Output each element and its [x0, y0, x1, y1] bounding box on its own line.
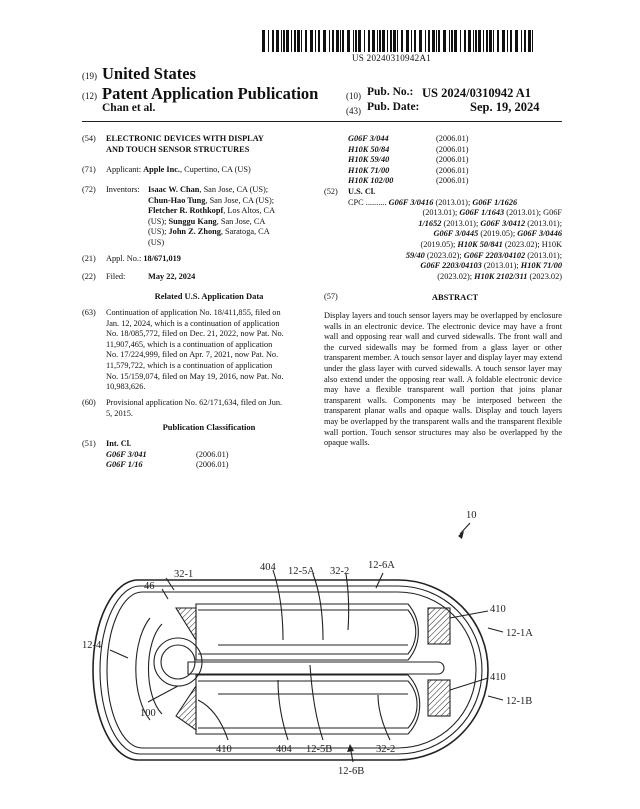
- tag-12: (12): [82, 91, 97, 101]
- intcl-continued: [348, 134, 562, 187]
- tag-57: (57): [324, 292, 338, 301]
- inventor-line-4: (US); Sunggu Kang, San Jose, CA: [148, 216, 266, 226]
- inventor-line-5: (US); John Z. Zhong, Saratoga, CA: [148, 227, 270, 237]
- barcode-bar: [315, 30, 316, 52]
- barcode-bar: [414, 30, 416, 52]
- leader-12-4: [110, 650, 128, 658]
- pub-no-label: Pub. No.:: [367, 86, 414, 98]
- barcode-bar: [272, 30, 274, 52]
- upper-panel-inner: [198, 610, 416, 654]
- cpc-line-5: (2019.05); H10K 50/841 (2023.02); H10K: [420, 239, 562, 249]
- cpc-line-2: (2013.01); G06F 1/1643 (2013.01); G06F: [422, 208, 562, 218]
- barcode-bar: [528, 30, 531, 52]
- lower-panel: [196, 675, 420, 734]
- pub-date: Sep. 19, 2024: [470, 100, 540, 114]
- leader-12-5B: [310, 665, 323, 740]
- barcode-bar: [468, 30, 471, 52]
- continuation-line-7: No. 15/159,074, filed on May 19, 2016, now Pat. No.: [106, 371, 284, 381]
- figure-drawing: [78, 490, 568, 805]
- barcode-bar: [524, 30, 526, 52]
- leader-12-1B: [488, 696, 503, 700]
- tag-43: (43): [346, 106, 361, 116]
- intcl-cont-item-4: H10K 71/00 (2006.01): [348, 165, 469, 175]
- barcode: [262, 30, 534, 52]
- left-hinge: [136, 618, 150, 720]
- continuation-line-1: Continuation of application No. 18/411,855, filed on: [106, 308, 281, 317]
- barcode-bar: [377, 30, 378, 52]
- continuation-line-6: 11,579,722, which is a continuation of application: [106, 360, 273, 370]
- barcode-bar: [438, 30, 440, 52]
- label-12-4: 12-4: [82, 640, 102, 651]
- continuation-line-3: No. 18/085,772, filed on Dec. 21, 2022, now Pat. No.: [106, 329, 284, 339]
- label-410-bot: 410: [216, 744, 232, 755]
- inventor-line-6: (US): [148, 237, 165, 247]
- appl-no-label: Appl. No.:: [106, 254, 142, 263]
- tag-71: (71): [82, 165, 96, 174]
- leader-12-1A: [488, 628, 503, 632]
- barcode-bar: [262, 30, 265, 52]
- right-column: [324, 134, 562, 474]
- title-line-1: ELECTRONIC DEVICES WITH DISPLAY: [106, 134, 264, 143]
- label-32-1: 32-1: [174, 569, 194, 580]
- tag-63: (63): [82, 308, 96, 317]
- inventors-label: Inventors:: [106, 185, 140, 194]
- barcode-bar: [483, 30, 484, 52]
- tag-52: (52): [324, 187, 338, 196]
- barcode-bar: [310, 30, 313, 52]
- barcode-bar: [305, 30, 307, 52]
- pub-no: US 2024/0310942 A1: [422, 86, 532, 100]
- intcl-item-1: G06F 3/041 (2006.01): [106, 449, 229, 459]
- label-12-1B: 12-1B: [506, 696, 533, 707]
- barcode-bar: [425, 30, 426, 52]
- inventor-line-2: Chun-Hao Tung, San Jose, CA (US);: [148, 195, 275, 205]
- provisional-line-1: Provisional application No. 62/171,634, filed on Jun.: [106, 398, 283, 407]
- leader-12-5A: [313, 574, 323, 640]
- tag-10: (10): [346, 91, 361, 101]
- barcode-bar: [397, 30, 398, 52]
- barcode-bar: [493, 30, 494, 52]
- barcode-bar: [281, 30, 282, 52]
- leader-32-2-bot: [378, 695, 390, 740]
- continuation-text: [106, 308, 312, 393]
- barcode-bar: [521, 30, 522, 52]
- label-12-6A: 12-6A: [368, 560, 395, 571]
- label-46: 46: [144, 581, 155, 592]
- cpc-line-6: 59/40 (2023.02); G06F 2203/04102 (2013.01);: [405, 250, 562, 260]
- tag-54: (54): [82, 134, 96, 143]
- barcode-bar: [497, 30, 499, 52]
- barcode-bar: [406, 30, 409, 52]
- barcode-bar: [454, 30, 457, 52]
- barcode-number: US 20240310942A1: [352, 53, 432, 63]
- barcode-bar: [428, 30, 430, 52]
- intcl-cont-item-1: G06F 3/044 (2006.01): [348, 134, 469, 143]
- barcode-bar: [451, 30, 453, 52]
- barcode-bar: [268, 30, 269, 52]
- abstract-text: Display layers and touch sensor layers may be overlapped by enclosure walls in an electronic device. The electronic device may have a front wall and opposing rear wall and curved sidewalls. The front wall and the curved sidewalls may be formed from a glass layer or other transparent member. A touch sensor layer and display layer may extend under the glass layer with curved sidewalls. A touch sensor layer may also extend under the opposing rear wall. A foldable electronic device may have a flexible transparent wall portion that joins planar transparent walls. Components may be interposed between the transparent planar walls and opaque walls. Display and touch layers may be overlapped by the transparent walls and the transparent flexible wall portion. Touch sensor structures may also be overlapped by the opaque walls.: [324, 311, 562, 448]
- barcode-bar: [355, 30, 357, 52]
- leader-32-2-top: [346, 574, 349, 630]
- barcode-bar: [379, 30, 381, 52]
- classification-heading: Publication Classification: [162, 422, 256, 432]
- label-410-top: 410: [490, 604, 506, 615]
- barcode-bar: [291, 30, 292, 52]
- barcode-bar: [297, 30, 300, 52]
- leader-10: [460, 523, 470, 534]
- upper-panel: [196, 604, 418, 660]
- authors: Chan et al.: [102, 102, 156, 114]
- country: United States: [102, 64, 196, 83]
- barcode-bar: [489, 30, 492, 52]
- applicant-label: Applicant:: [106, 165, 142, 174]
- label-410-mid: 410: [490, 672, 506, 683]
- intcl-cont-item-3: H10K 59/40 (2006.01): [348, 155, 469, 165]
- barcode-bar: [387, 30, 388, 52]
- label-12-6B: 12-6B: [338, 766, 365, 777]
- barcode-bar: [390, 30, 392, 52]
- barcode-bar: [332, 30, 334, 52]
- publication-type: Patent Application Publication: [102, 84, 319, 103]
- cpc-line-3: 1/1652 (2013.01); G06F 3/0412 (2013.01);: [418, 218, 562, 228]
- barcode-bar: [510, 30, 512, 52]
- barcode-bar: [473, 30, 474, 52]
- applicant-location: , Cupertino, CA (US): [180, 165, 251, 174]
- leader-410-top: [450, 611, 488, 618]
- abstract-heading: ABSTRACT: [431, 292, 479, 302]
- label-10: 10: [466, 510, 477, 521]
- intcl-label: Int. Cl.: [106, 439, 132, 448]
- label-32-2-top: 32-2: [330, 566, 350, 577]
- barcode-bar: [347, 30, 350, 52]
- barcode-bar: [436, 30, 437, 52]
- barcode-bar: [478, 30, 481, 52]
- cpc-line-8: (2023.02); H10K 2102/311 (2023.02): [437, 271, 562, 281]
- barcode-bar: [502, 30, 505, 52]
- pub-date-label: Pub. Date:: [367, 101, 420, 113]
- label-404-top: 404: [260, 562, 276, 573]
- barcode-bar: [329, 30, 330, 52]
- intcl-cont-item-5: H10K 102/00 (2006.01): [348, 176, 469, 186]
- applicant-name: Apple Inc.: [143, 165, 180, 174]
- barcode-bar: [419, 30, 422, 52]
- appl-no: [106, 254, 181, 265]
- label-12-5A: 12-5A: [288, 566, 315, 577]
- leader-100: [148, 686, 178, 702]
- barcode-bar: [411, 30, 412, 52]
- barcode-bar: [353, 30, 354, 52]
- barcode-bar: [449, 30, 450, 52]
- cpc-line-4: G06F 3/0445 (2019.05); G06F 3/0446: [433, 229, 562, 239]
- lower-panel-inner: [198, 681, 417, 728]
- barcode-bar: [342, 30, 344, 52]
- continuation-line-8: 10,983,626.: [106, 382, 146, 392]
- barcode-bar: [283, 30, 285, 52]
- related-data-heading: Related U.S. Application Data: [154, 291, 264, 301]
- applicant: [106, 165, 251, 176]
- provisional-text: [106, 398, 312, 419]
- tag-22: (22): [82, 272, 96, 281]
- tag-72: (72): [82, 185, 96, 194]
- barcode-bar: [276, 30, 279, 52]
- outer-layer-3: [107, 592, 476, 748]
- left-column: [82, 134, 312, 474]
- barcode-bar: [372, 30, 375, 52]
- barcode-bar: [443, 30, 446, 52]
- barcode-bar: [486, 30, 488, 52]
- label-12-5B: 12-5B: [306, 744, 333, 755]
- barcode-bar: [507, 30, 508, 52]
- cpc-list: [348, 198, 562, 283]
- intcl-list: [106, 450, 312, 471]
- inventors-list: [148, 185, 313, 249]
- barcode-bar: [318, 30, 320, 52]
- barcode-bar: [515, 30, 518, 52]
- intcl-item-2: G06F 1/16 (2006.01): [106, 460, 229, 470]
- title-line-2: AND TOUCH SENSOR STRUCTURES: [106, 144, 250, 154]
- barcode-bar: [393, 30, 396, 52]
- barcode-bar: [286, 30, 289, 52]
- barcode-bar: [475, 30, 477, 52]
- cpc-line-1: CPC .......... G06F 3/0416 (2013.01); G06F 1/1626: [348, 197, 518, 207]
- continuation-line-5: No. 17/224,999, filed on Apr. 7, 2021, now Pat. No.: [106, 350, 279, 360]
- label-32-2-bot: 32-2: [376, 744, 396, 755]
- hatch-block-410-top: [428, 608, 450, 644]
- tag-60: (60): [82, 398, 96, 407]
- hatch-block-410-left-bot: [176, 686, 196, 730]
- barcode-bar: [364, 30, 365, 52]
- leader-410-mid: [450, 678, 488, 690]
- leader-404-bot: [278, 680, 288, 740]
- label-100: 100: [140, 708, 156, 719]
- barcode-bar: [432, 30, 435, 52]
- barcode-bar: [382, 30, 385, 52]
- intcl-cont-item-2: H10K 50/84 (2006.01): [348, 144, 469, 154]
- barcode-bar: [368, 30, 370, 52]
- barcode-bar: [323, 30, 326, 52]
- barcode-bar: [336, 30, 339, 52]
- provisional-line-2: 5, 2015.: [106, 408, 133, 418]
- hatch-block-410-left-top: [176, 608, 196, 640]
- barcode-bar: [294, 30, 296, 52]
- barcode-bar: [358, 30, 361, 52]
- continuation-line-4: 11,907,465, which is a continuation of application: [106, 339, 273, 349]
- barcode-bar: [464, 30, 466, 52]
- tag-21: (21): [82, 254, 96, 263]
- filed-label: Filed:: [106, 272, 126, 281]
- appl-no-value: 18/671,019: [143, 254, 181, 263]
- barcode-bar: [460, 30, 461, 52]
- leader-46: [162, 589, 168, 599]
- middle-groove: [188, 662, 444, 674]
- filed-date: May 22, 2024: [148, 272, 196, 281]
- outer-enclosure: [93, 580, 488, 760]
- barcode-bar: [340, 30, 341, 52]
- inventor-line-3: Fletcher R. Rothkopf, Los Altos, CA: [148, 206, 276, 216]
- header-rule: [82, 121, 562, 122]
- hatch-block-410-mid: [428, 680, 450, 716]
- tag-51: (51): [82, 439, 96, 448]
- inventor-line-1: Isaac W. Chan, San Jose, CA (US);: [148, 185, 269, 194]
- tag-19: (19): [82, 71, 97, 81]
- cpc-line-7: G06F 2203/04103 (2013.01); H10K 71/00: [420, 261, 562, 271]
- barcode-bar: [301, 30, 302, 52]
- outer-layer-2: [100, 586, 482, 754]
- label-12-1A: 12-1A: [506, 628, 533, 639]
- label-404-bot: 404: [276, 744, 292, 755]
- continuation-line-2: Jan. 12, 2024, which is a continuation of application: [106, 318, 280, 328]
- barcode-bar: [401, 30, 403, 52]
- barcode-bar: [532, 30, 533, 52]
- uscl-label: U.S. Cl.: [348, 187, 376, 196]
